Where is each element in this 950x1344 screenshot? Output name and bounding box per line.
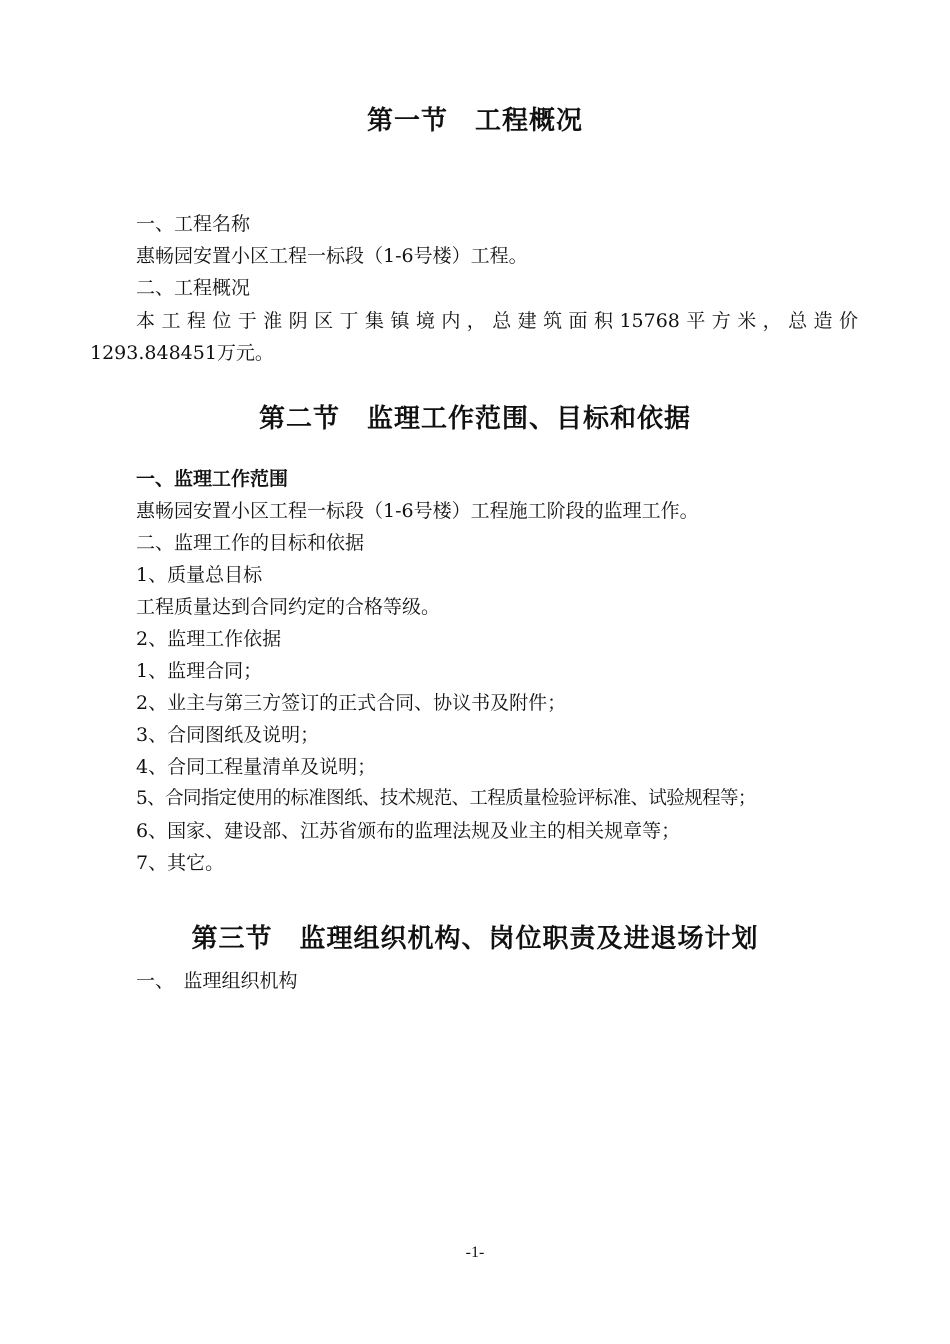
section-2-quality-text: 工程质量达到合同约定的合格等级。: [136, 596, 441, 618]
basis-list-item: 1、监理合同；: [136, 660, 263, 682]
basis-list-item: 2、业主与第三方签订的正式合同、协议书及附件；: [136, 692, 567, 714]
section-1-heading: 第一节 工程概况: [366, 106, 583, 136]
section-3-item-1-label: 一、 监理组织机构: [136, 970, 298, 992]
section-2-basis-label: 2、监理工作依据: [136, 628, 282, 650]
section-1-item-2-text-line-2: 1293.848451万元。: [90, 342, 274, 364]
basis-list-item: 6、国家、建设部、江苏省颁布的监理法规及业主的相关规章等；: [136, 820, 681, 842]
section-2-scope-text: 惠畅园安置小区工程一标段（1-6号楼）工程施工阶段的监理工作。: [136, 500, 699, 522]
basis-list-item: 4、合同工程量清单及说明；: [136, 756, 377, 778]
basis-list-item: 5、合同指定使用的标准图纸、技术规范、工程质量检验评标准、试验规程等；: [136, 788, 756, 809]
section-1-item-1-label: 一、工程名称: [136, 213, 251, 235]
page-number: -1-: [465, 1244, 485, 1261]
section-2-quality-label: 1、质量总目标: [136, 564, 263, 586]
section-2-scope-label: 一、监理工作范围: [136, 468, 289, 490]
section-1-item-2-label: 二、工程概况: [136, 277, 251, 299]
basis-list-item: 3、合同图纸及说明；: [136, 724, 320, 746]
section-3-heading: 第三节 监理组织机构、岗位职责及进退场计划: [191, 924, 759, 954]
section-2-heading: 第二节 监理工作范围、目标和依据: [258, 404, 691, 434]
section-1-item-1-text: 惠畅园安置小区工程一标段（1-6号楼）工程。: [136, 245, 528, 267]
section-2-goal-label: 二、监理工作的目标和依据: [136, 532, 365, 554]
basis-list-item: 7、其它。: [136, 852, 225, 874]
section-1-item-2-text-line-1: 本工程位于淮阴区丁集镇境内，总建筑面积15768平方米，总造价: [136, 310, 858, 332]
